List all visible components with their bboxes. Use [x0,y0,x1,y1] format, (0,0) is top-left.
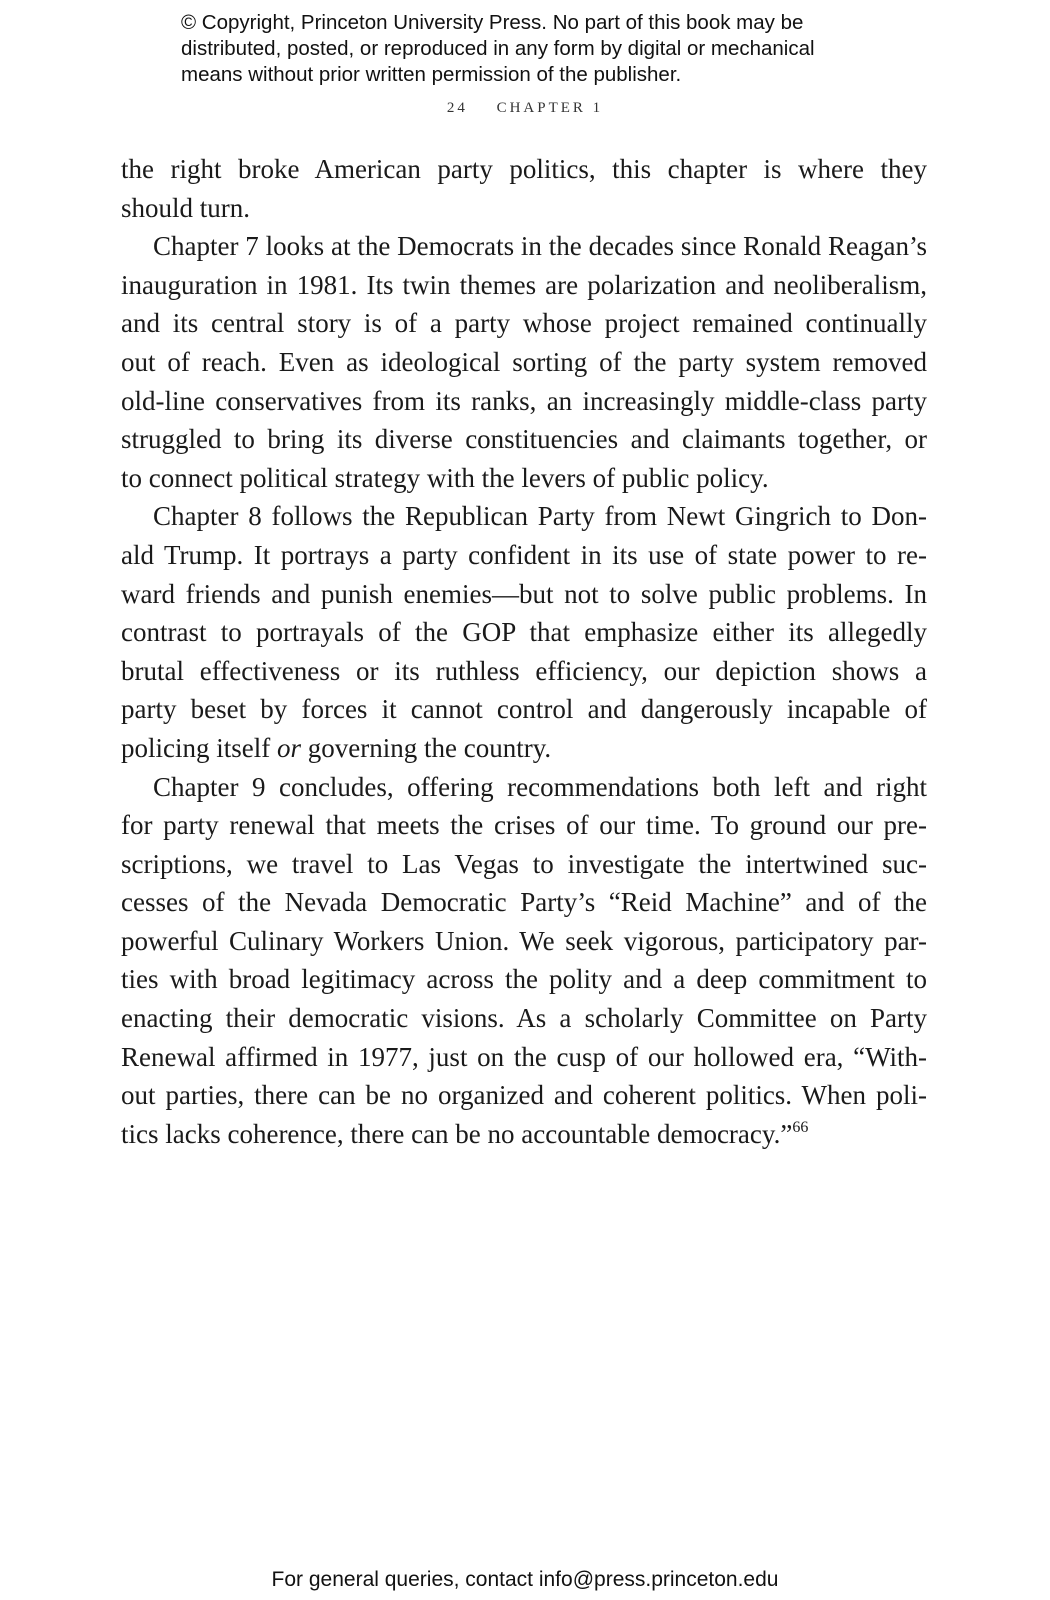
paragraph-3 [121,497,927,767]
copyright-line-1: © Copyright, Princeton University Press. No part of this book may be [181,11,804,34]
text-line: out parties, there can be no organized and coherent politics. When poli- [121,1080,927,1111]
text-line: old-line conservatives from its ranks, an increasingly middle-class party [121,385,927,416]
text-line: Chapter 8 follows the Republican Party from Newt Gingrich to Don- [153,501,927,532]
text-line: the right broke American party politics, this chapter is where they [121,154,927,184]
text-line: contrast to portrayals of the GOP that emphasize either its allegedly [121,617,927,648]
text-line: ties with broad legitimacy across the polity and a deep commitment to [121,964,927,995]
running-head [0,100,1050,117]
text-line: cesses of the Nevada Democratic Party’s “Reid Machine” and of the [121,887,927,918]
text-line: Chapter 7 looks at the Democrats in the decades since Ronald Reagan’s [153,231,927,262]
text-line: struggled to bring its diverse constituencies and claimants together, or [121,424,927,455]
text-run: tics lacks coherence, there can be no accountable democracy.” [121,1118,793,1149]
text-line: party beset by forces it cannot control and dangerously incapable of [121,694,927,725]
text-line: enacting their democratic visions. As a scholarly Committee on Party [121,1003,927,1034]
page-number: 24 [446,100,468,116]
text-line: Renewal affirmed in 1977, just on the cusp of our hollowed era, “With- [121,1041,927,1072]
paragraph-2 [121,227,927,497]
text-line: scriptions, we travel to Las Vegas to investigate the intertwined suc- [121,848,927,879]
text-line: inauguration in 1981. Its twin themes are polarization and neoliberalism, [121,269,927,300]
text-line: out of reach. Even as ideological sorting of the party system removed [121,346,927,377]
copyright-line-2: distributed, posted, or reproduced in any form by digital or mechanical [181,37,815,60]
paragraph-1 [121,150,927,227]
text-run: policing itself [121,732,277,763]
footer-contact: For general queries, contact info@press.princeton.edu [271,1568,779,1591]
footnote-marker: 66 [792,1118,809,1136]
text-line: for party renewal that meets the crises of our time. To ground our pre- [121,810,927,841]
text-line: ald Trump. It portrays a party confident in its use of state power to re- [121,539,927,570]
copyright-line-3: means without prior written permission of the publisher. [181,63,682,86]
text-line: ward friends and punish enemies—but not to solve public problems. In [121,578,927,609]
text-line: powerful Culinary Workers Union. We seek vigorous, participatory par- [121,925,927,956]
copyright-notice [181,10,941,88]
text-run: governing the country. [301,732,552,763]
text-line [121,729,927,768]
italic-text: or [276,732,301,763]
paragraph-4 [121,768,927,1154]
text-line [121,1115,927,1154]
text-line: and its central story is of a party whose project remained continually [121,308,927,339]
text-line: Chapter 9 concludes, offering recommendations both left and right [153,771,927,802]
chapter-label: CHAPTER 1 [496,100,604,116]
text-line: to connect political strategy with the levers of public policy. [121,462,769,493]
body-text [121,150,927,1153]
text-line: brutal effectiveness or its ruthless efficiency, our depiction shows a [121,655,927,686]
text-line: should turn. [121,192,251,223]
